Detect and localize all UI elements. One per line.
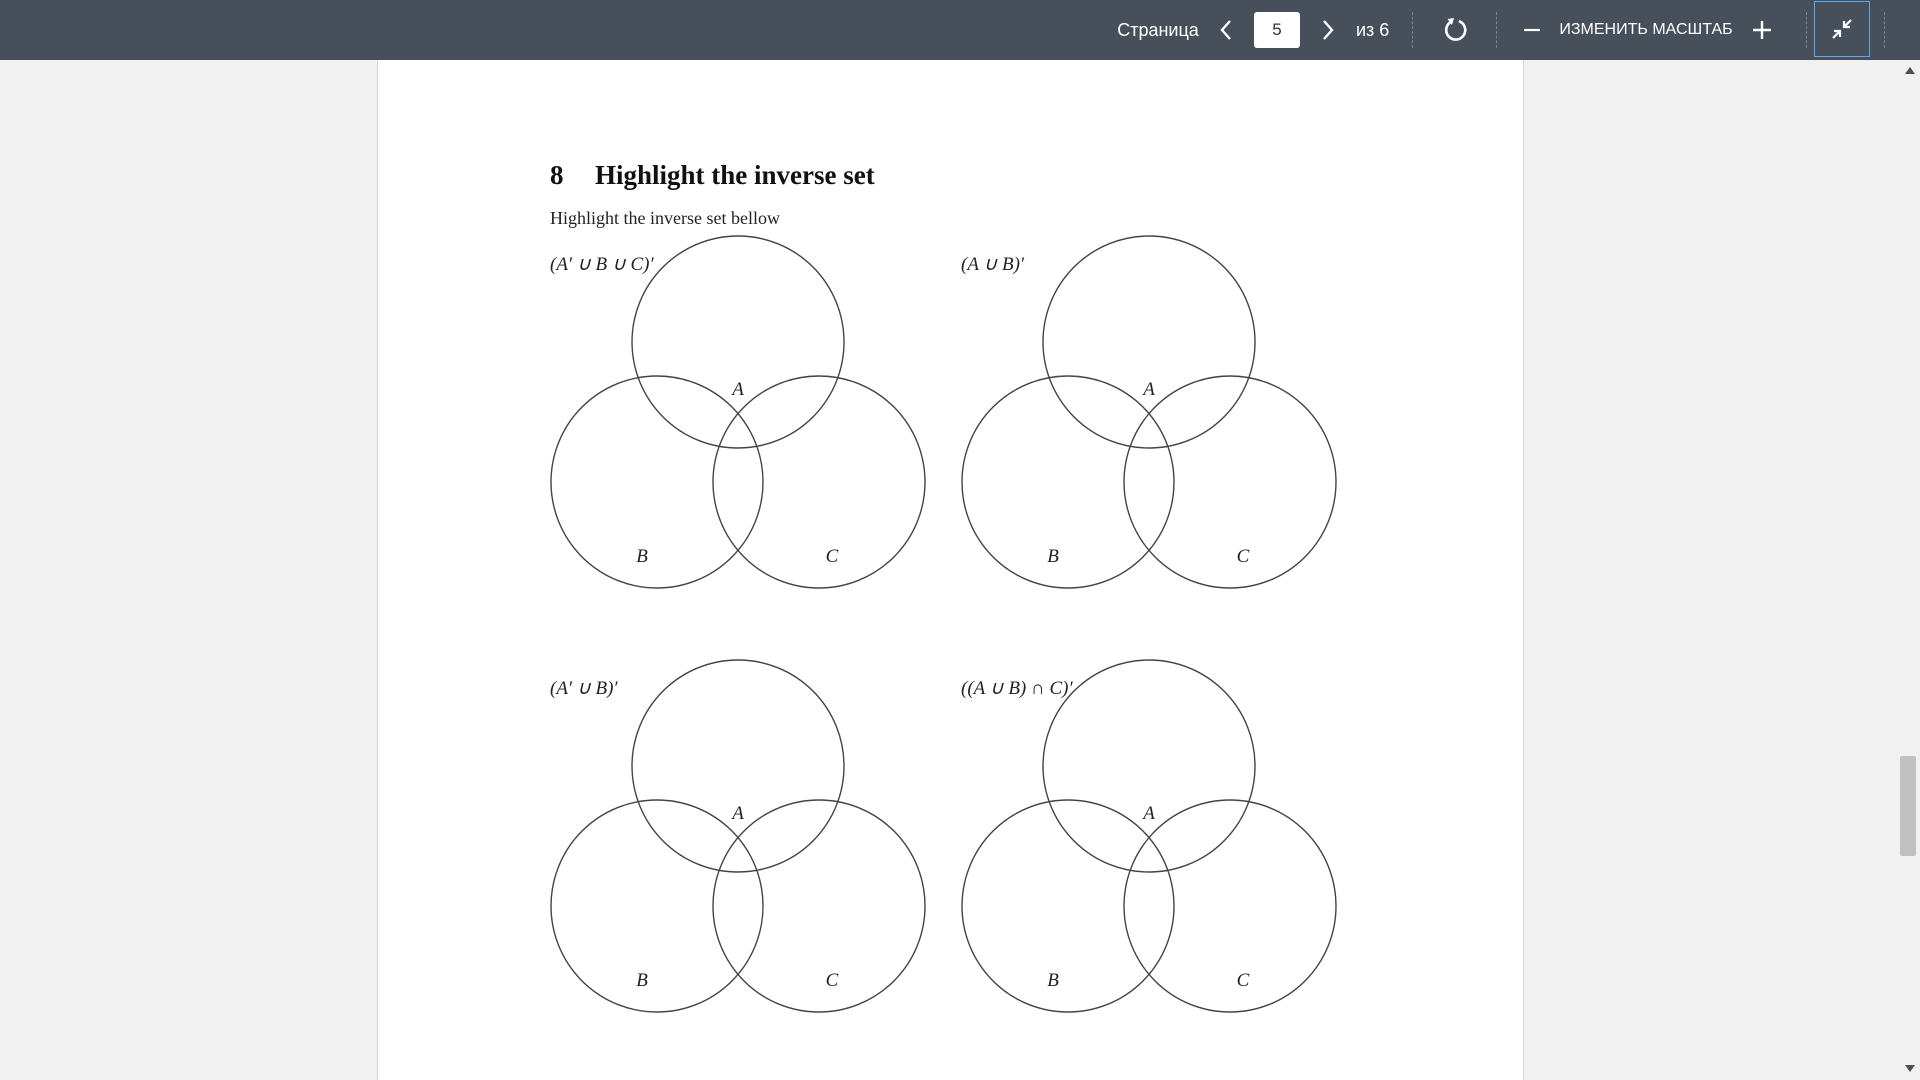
label-c: C (1236, 970, 1250, 991)
plus-icon (1752, 20, 1772, 40)
zoom-label[interactable]: ИЗМЕНИТЬ МАСШТАБ (1559, 21, 1733, 38)
caret-up-icon (1905, 67, 1915, 74)
venn-diagram-2 (961, 236, 1336, 588)
label-c: C (825, 970, 839, 991)
label-a: A (732, 379, 744, 400)
circle-b (551, 800, 763, 1012)
page-count-label: из 6 (1356, 19, 1390, 40)
zoom-out-button[interactable] (1514, 0, 1550, 60)
label-c: C (825, 546, 839, 567)
circle-b (962, 376, 1174, 588)
label-b: B (636, 970, 648, 991)
zoom-in-button[interactable] (1744, 0, 1780, 60)
toolbar-divider (1496, 12, 1497, 48)
next-page-button[interactable] (1310, 0, 1346, 60)
rotate-icon (1442, 17, 1468, 43)
caret-down-icon (1905, 1065, 1915, 1072)
label-a: A (732, 803, 744, 824)
scroll-down-button[interactable] (1900, 1060, 1920, 1076)
label-c: C (1236, 546, 1250, 567)
circle-a (1043, 236, 1255, 448)
circle-c (1124, 800, 1336, 1012)
exit-fullscreen-button[interactable] (1814, 1, 1870, 57)
page-number-input[interactable] (1254, 12, 1300, 48)
label-a: A (1143, 803, 1155, 824)
label-b: B (1047, 546, 1059, 567)
toolbar-divider (1884, 12, 1885, 48)
venn-diagram-4 (961, 660, 1336, 1012)
circle-a (1043, 660, 1255, 872)
toolbar-divider (1412, 12, 1413, 48)
circle-b (551, 376, 763, 588)
set-expression: (A ∪ B)′ (961, 254, 1025, 275)
circle-b (962, 800, 1174, 1012)
page-label: Страница (1117, 19, 1199, 40)
set-expression: (A′ ∪ B ∪ C)′ (550, 254, 654, 275)
intro-text: Highlight the inverse set bellow (550, 208, 780, 228)
circle-a (632, 660, 844, 872)
minus-icon (1523, 21, 1541, 39)
venn-diagram-3 (550, 660, 925, 1012)
set-expression: ((A ∪ B) ∩ C)′ (961, 678, 1073, 699)
rotate-button[interactable] (1436, 0, 1474, 60)
section-title: Highlight the inverse set (595, 160, 875, 190)
toolbar-divider (1806, 12, 1807, 48)
label-b: B (1047, 970, 1059, 991)
circle-c (1124, 376, 1336, 588)
exit-fullscreen-icon (1830, 17, 1854, 41)
chevron-left-icon (1219, 19, 1233, 41)
circle-a (632, 236, 844, 448)
label-a: A (1143, 379, 1155, 400)
venn-diagram-1 (550, 236, 925, 588)
viewer-toolbar (0, 0, 1920, 60)
previous-page-button[interactable] (1208, 0, 1244, 60)
circle-c (713, 376, 925, 588)
label-b: B (636, 546, 648, 567)
scroll-up-button[interactable] (1900, 62, 1920, 78)
pdf-page (377, 60, 1524, 1080)
circle-c (713, 800, 925, 1012)
section-number: 8 (550, 160, 564, 190)
page-content (378, 60, 1523, 1080)
set-expression: (A′ ∪ B)′ (550, 678, 618, 699)
vertical-scrollbar[interactable] (1900, 60, 1920, 1080)
scrollbar-thumb[interactable] (1900, 756, 1916, 856)
chevron-right-icon (1321, 19, 1335, 41)
